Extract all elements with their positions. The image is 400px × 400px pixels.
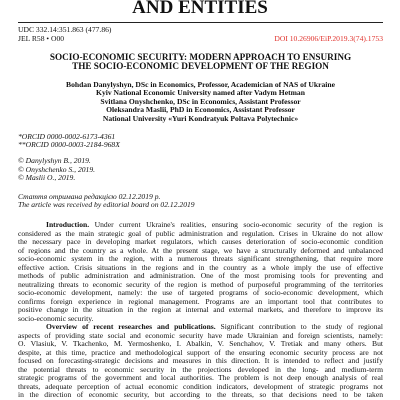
orcid-line: **ORCID 0000-0003-2184-968X <box>18 141 120 149</box>
paragraph-line: the necessary pace in developing market regulators, which causes deterioration of socio-economic condition <box>18 238 383 246</box>
paragraph-line: in the direction of economic security, but according to the threats, so that decisions need to be taken <box>18 391 383 399</box>
paragraph-line: considered as the main strategic goal of public administration and regulation. Crises in Ukraine do not allow <box>18 229 383 238</box>
orcid-line: *ORCID 0000-0002-6173-4361 <box>18 132 116 141</box>
copyright-line: © Danylyshyn B., 2019. <box>18 157 91 165</box>
doi-link[interactable]: DOI 10.26906/EiP.2019.3(74).1753 <box>274 34 383 43</box>
paragraph-line: the potential threats to economic security in the projections developed in the long- and medium-term <box>18 365 383 374</box>
paragraph-line: threats, adequate perception of actual economic condition indicators, development of strategic programs not <box>18 382 383 391</box>
overview-heading: Overview of recent researches and publications. <box>46 323 216 331</box>
paragraph-line: confirms foreign experience in regional management. Programs are an important tool that contributes to <box>18 297 383 306</box>
introduction-paragraph <box>18 221 383 323</box>
copyright-line: © Onyshchenko S., 2019. <box>18 165 96 174</box>
paragraph-line: aspects of providing state social and economic security have made Ukrainian and foreign scientists, namely: <box>18 331 383 340</box>
paragraph-line <box>18 221 383 230</box>
udc-code: UDC 332.14:351.863 (477.86) <box>18 26 112 34</box>
author-line: Oleksandra Maslii, PhD in Economics, Assistant Professor <box>106 106 295 114</box>
paragraph-line: socio-economic development, namely: the use of targeted programs of socio-economic development, which <box>18 289 383 297</box>
paragraph-line-text: Significant contribution to the study of regional <box>220 323 383 331</box>
received-date-en: The article was received by editorial board on 02.12.2019 <box>18 201 195 209</box>
paragraph-line: neutralizing threats to economic security of the region is method of purposeful programming of the territories <box>18 280 383 289</box>
paragraph-line-text: Under current Ukraine's realities, ensuring socio-economic security of the region is <box>94 221 383 229</box>
paragraph-line: methods of public administration and administration. One of the most promising tools for preventing and <box>18 272 383 280</box>
paragraph-line <box>18 323 383 332</box>
received-date-uk: Стаття отримана редакцією 02.12.2019 р. <box>18 192 161 201</box>
paragraph-line: effective action. Crisis situations in the regions and in the country as a whole imply the use of effective <box>18 263 383 272</box>
copyright-line: © Maslii O., 2019. <box>18 174 76 182</box>
article-title-line: THE SOCIO-ECONOMIC DEVELOPMENT OF THE REGION <box>72 62 329 71</box>
jel-doi-row <box>18 35 383 44</box>
header-divider <box>18 22 383 23</box>
affiliation-line: National University «Yuri Kondratyuk Poltava Polytechnic» <box>102 114 299 123</box>
introduction-heading: Introduction. <box>46 221 90 229</box>
paragraph-line: despite, at this time, practice and methodological support of the ensuring economic security process are not <box>18 348 383 357</box>
article-title-line: SOCIO-ECONOMIC SECURITY: MODERN APPROACH TO ENSURING <box>49 53 352 62</box>
paragraph-line: socio-economic system in the region, with a numerous threats significant strengthening, that require more <box>18 255 383 263</box>
affiliation-line: Kyiv National Economic University named after Vadym Hetman <box>96 89 305 97</box>
paragraph-line: focused on forecasting-strategic decisions and measures in this direction. It is intended to reflect and justify <box>18 357 383 365</box>
overview-paragraph <box>18 323 383 400</box>
section-heading: AND ENTITIES <box>132 0 268 18</box>
paragraph-line: strategic programs of the government and local authorities. The problem is not deep enough analysis of real <box>18 374 383 382</box>
paragraph-line: of regions and the country as a whole. At the present stage, we have a structurally deformed and unbalanced <box>18 246 383 255</box>
author-line: Bohdan Danylyshyn, DSc in Economics, Professor, Academician of NAS of Ukraine <box>66 80 335 89</box>
paragraph-line: O. Vlasiuk, V. Tkachenko, M. Yermoshenko, I. Abalkin, V. Senchahov, V. Tretiak and many others. But <box>18 340 383 348</box>
paragraph-line: socio-economic security. <box>18 314 94 323</box>
jel-code: JEL R58 • O00 <box>18 34 65 43</box>
author-line: Svitlana Onyshchenko, DSc in Economics, Assistant Professor <box>100 97 301 106</box>
paragraph-line: positive change in the situation in the region at internal and external markets, and therefore to improve its <box>18 306 383 314</box>
